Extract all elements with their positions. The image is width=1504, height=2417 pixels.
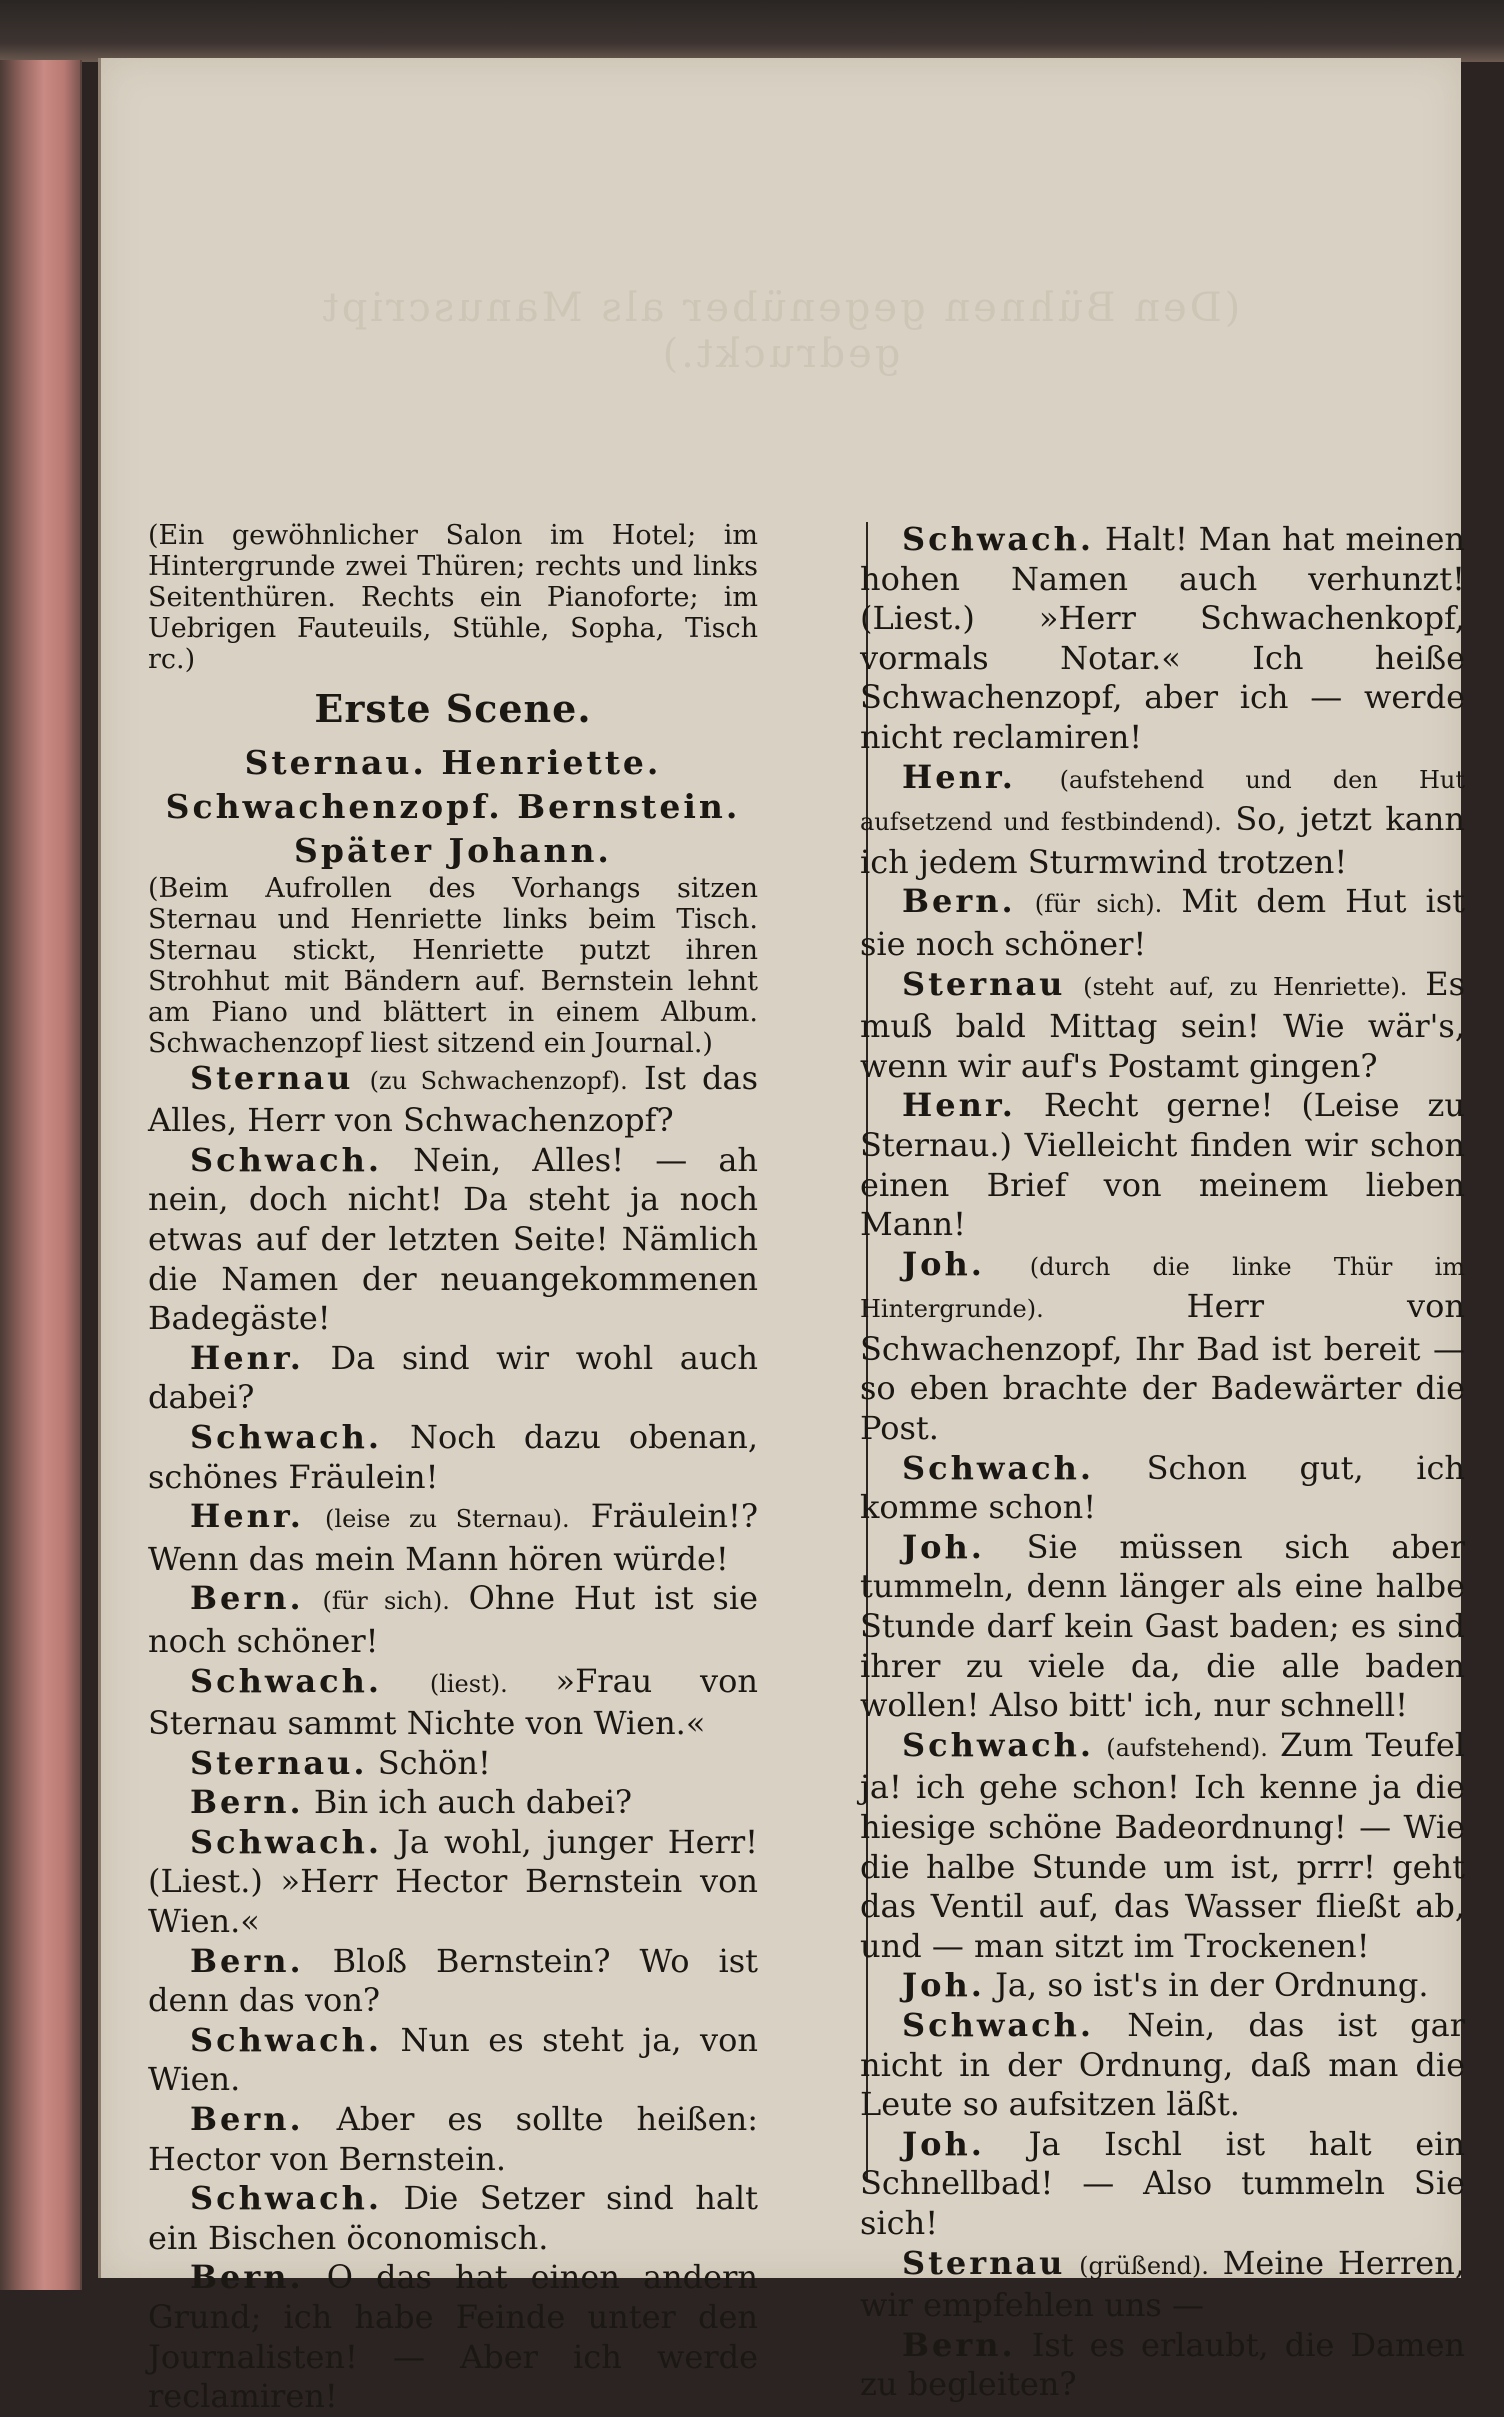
speech-text: Da sind wir wohl auch dabei?: [148, 1338, 759, 1417]
dialogue-line: [148, 1418, 758, 1497]
speaker-name: Sternau: [902, 964, 1066, 1003]
speaker-name: Sternau: [902, 2243, 1066, 2282]
speaker-name: Bern.: [190, 1579, 304, 1618]
speech-text: »Frau von Sternau sammt Nichte von Wien.«: [148, 1661, 759, 1743]
speech-text: Ja Ischl ist halt ein Schnellbad! — Also tummeln Sie sich!: [860, 2124, 1466, 2242]
dialogue-line: [148, 1497, 758, 1579]
speaker-name: Henr.: [190, 1338, 304, 1377]
stage-direction: (Ein gewöhnlicher Salon im Hotel; im Hintergrunde zwei Thüren; rechts und links Seitenthüren. Rechts ein Pianoforte; im Uebrigen Fauteuils, Stühle, Sopha, Tisch rc.): [148, 520, 758, 675]
speech-text: O das hat einen andern Grund; ich habe Feinde unter den Journalisten! — Aber ich werde reclamiren!: [148, 2258, 759, 2416]
speech-text: Halt! Man hat meinen hohen Namen auch verhunzt! (Liest.) »Herr Schwachenkopf, vormals Notar.« Ich heiße Schwachenzopf, aber ich — werde nicht reclamiren!: [860, 520, 1466, 756]
dialogue-line: [148, 2179, 758, 2258]
speech-text: Mit dem Hut ist sie noch schöner!: [860, 882, 1466, 963]
speaker-name: Schwach.: [902, 520, 1095, 558]
dialogue-line: [148, 1942, 758, 2021]
book-top-board: [0, 0, 1504, 62]
stage-direction-inline: (liest).: [429, 1669, 508, 1698]
dialogue-line: [148, 2100, 758, 2179]
speaker-name: Henr.: [902, 1086, 1016, 1125]
speech-text: Bloß Bernstein? Wo ist denn das von?: [148, 1941, 759, 2020]
dialogue-line: [148, 1662, 758, 1744]
speaker-name: Bern.: [902, 882, 1016, 921]
speaker-name: Joh.: [902, 1966, 985, 2005]
stage-direction-inline: (für sich).: [322, 1587, 450, 1616]
stage-direction-inline: (aufstehend).: [1106, 1733, 1268, 1762]
speaker-name: Schwach.: [190, 1417, 383, 1456]
dialogue-line: [860, 1245, 1465, 1449]
speech-text: Herr von Schwachenzopf, Ihr Bad ist bereit — so eben brachte der Badewärter die Post.: [860, 1287, 1465, 1448]
speech-text: Fräulein!? Wenn das mein Mann hören würde!: [148, 1497, 758, 1578]
dialogue-line: [860, 1449, 1465, 1528]
stage-direction-inline: (steht auf, zu Henriette).: [1083, 972, 1408, 1001]
speech-text: Aber es sollte heißen: Hector von Bernstein.: [148, 2100, 759, 2178]
speech-text: Ohne Hut ist sie noch schöner!: [148, 1579, 759, 1660]
speech-text: Bin ich auch dabei?: [313, 1783, 633, 1822]
dialogue-line: [860, 2244, 1465, 2326]
speech-text: Ist das Alles, Herr von Schwachenzopf?: [148, 1058, 759, 1140]
speech-text: Zum Teufel ja! ich gehe schon! Ich kenne ja die hiesige schöne Badeordnung! — Wie die halbe Stunde um ist, prrr! geht das Ventil auf, das Wasser fließt ab, und — man sitzt im Trockenen!: [860, 1725, 1465, 1965]
speaker-name: Schwach.: [902, 1725, 1095, 1764]
speech-text: Sie müssen sich aber tummeln, denn länger als eine halbe Stunde darf kein Gast baden; es sind ihrer zu viele da, die alle baden wollen! Also bitt' ich, nur schnell!: [860, 1527, 1465, 1725]
dialogue-line: [148, 1339, 758, 1418]
speech-text: Recht gerne! (Leise zu Sternau.) Vielleicht finden wir schon einen Brief von meinem lieben Mann!: [860, 1086, 1466, 1244]
speaker-name: Bern.: [190, 2258, 304, 2297]
stage-direction-inline: (für sich).: [1034, 890, 1163, 919]
dialogue-line: [860, 882, 1465, 964]
speaker-name: Schwach.: [190, 1140, 383, 1179]
speaker-name: Henr.: [902, 757, 1016, 796]
speaker-name: Bern.: [190, 2100, 304, 2139]
speaker-name: Joh.: [902, 1244, 985, 1283]
speaker-name: Sternau: [190, 1058, 354, 1097]
speech-text: Die Setzer sind halt ein Bischen öconomisch.: [148, 2179, 759, 2257]
dialogue-line: [860, 758, 1465, 883]
speech-text: Nein, das ist gar nicht in der Ordnung, daß man die Leute so aufsitzen läßt.: [860, 2005, 1466, 2124]
speaker-name: Bern.: [190, 1783, 304, 1822]
speech-text: Es muß bald Mittag sein! Wie wär's, wenn wir auf's Postamt gingen?: [860, 964, 1466, 1085]
speech-text: Nun es steht ja, von Wien.: [148, 2020, 758, 2099]
speech-text: Meine Herren, wir empfehlen uns —: [860, 2243, 1466, 2325]
bleed-through-text: (Den Bühnen gegenüber als Manuscript gedruckt.): [319, 285, 1241, 377]
dialogue-line: [148, 2021, 758, 2100]
dialogue-line: [148, 2258, 758, 2416]
dialogue-line: [860, 2326, 1465, 2405]
dialogue-line: [860, 2125, 1465, 2244]
speaker-name: Sternau.: [190, 1743, 368, 1782]
stage-direction: (Beim Aufrollen des Vorhangs sitzen Sternau und Henriette links beim Tisch. Sternau stickt, Henriette putzt ihren Strohhut mit Bändern auf. Bernstein lehnt am Piano und blättert in einem Album. Schwachenzopf liest sitzend ein Journal.): [148, 872, 758, 1059]
speaker-name: Henr.: [190, 1497, 304, 1536]
stage-direction-inline: (leise zu Sternau).: [325, 1505, 570, 1534]
stage-direction-inline: (durch die linke Thür im Hintergrunde).: [860, 1252, 1466, 1324]
speaker-name: Schwach.: [190, 2020, 383, 2059]
speech-text: Ja, so ist's in der Ordnung.: [995, 1966, 1429, 2005]
speaker-name: Schwach.: [902, 2005, 1095, 2044]
right-column: [860, 520, 1465, 2405]
speaker-name: Joh.: [902, 2124, 985, 2163]
dialogue-line: [860, 520, 1465, 758]
dialogue-line: [148, 1823, 758, 1942]
dialogue-line: [860, 1086, 1465, 1244]
left-column: [148, 520, 758, 2417]
speaker-name: Schwach.: [190, 1822, 383, 1861]
speech-text: Ja wohl, junger Herr! (Liest.) »Herr Hector Bernstein von Wien.«: [148, 1822, 759, 1941]
dialogue-line: [148, 1744, 758, 1784]
stage-direction-inline: (zu Schwachenzopf).: [369, 1066, 628, 1095]
stage-direction-inline: (grüßend).: [1079, 2251, 1209, 2280]
dialogue-line: [148, 1141, 758, 1339]
stage-direction-inline: (aufstehend und den Hut aufsetzend und festbindend).: [860, 765, 1466, 837]
dialogue-line: [148, 1059, 758, 1141]
speaker-name: Schwach.: [190, 2179, 383, 2218]
dialogue-line: [860, 1966, 1465, 2006]
speaker-name: Schwach.: [190, 1661, 383, 1700]
speech-text: Schon gut, ich komme schon!: [860, 1448, 1466, 1527]
scene-title: Erste Scene.: [314, 686, 592, 731]
dialogue-line: [148, 1579, 758, 1661]
cast-list: Sternau. Henriette. Schwachenzopf. Bernstein. Später Johann.: [165, 742, 741, 870]
speech-text: Noch dazu obenan, schönes Fräulein!: [148, 1417, 759, 1496]
dialogue-line: [860, 965, 1465, 1087]
dialogue-line: [860, 2006, 1465, 2125]
speech-text: Schön!: [377, 1743, 491, 1782]
speech-text: Nein, Alles! — ah nein, doch nicht! Da steht ja noch etwas auf der letzten Seite! Nämlich die Namen der neuangekommenen Badegäste!: [148, 1140, 759, 1338]
dialogue-line: [860, 1726, 1465, 1967]
speaker-name: Bern.: [902, 2325, 1016, 2364]
speaker-name: Bern.: [190, 1941, 304, 1980]
speaker-name: Schwach.: [902, 1448, 1095, 1487]
speaker-name: Joh.: [902, 1527, 985, 1566]
speech-text: Ist es erlaubt, die Damen zu begleiten?: [860, 2325, 1466, 2404]
book-page-edges: [0, 60, 82, 2290]
speech-text: So, jetzt kann ich jedem Sturmwind trotzen!: [860, 800, 1466, 881]
dialogue-line: [148, 1783, 758, 1823]
dialogue-line: [860, 1528, 1465, 1726]
